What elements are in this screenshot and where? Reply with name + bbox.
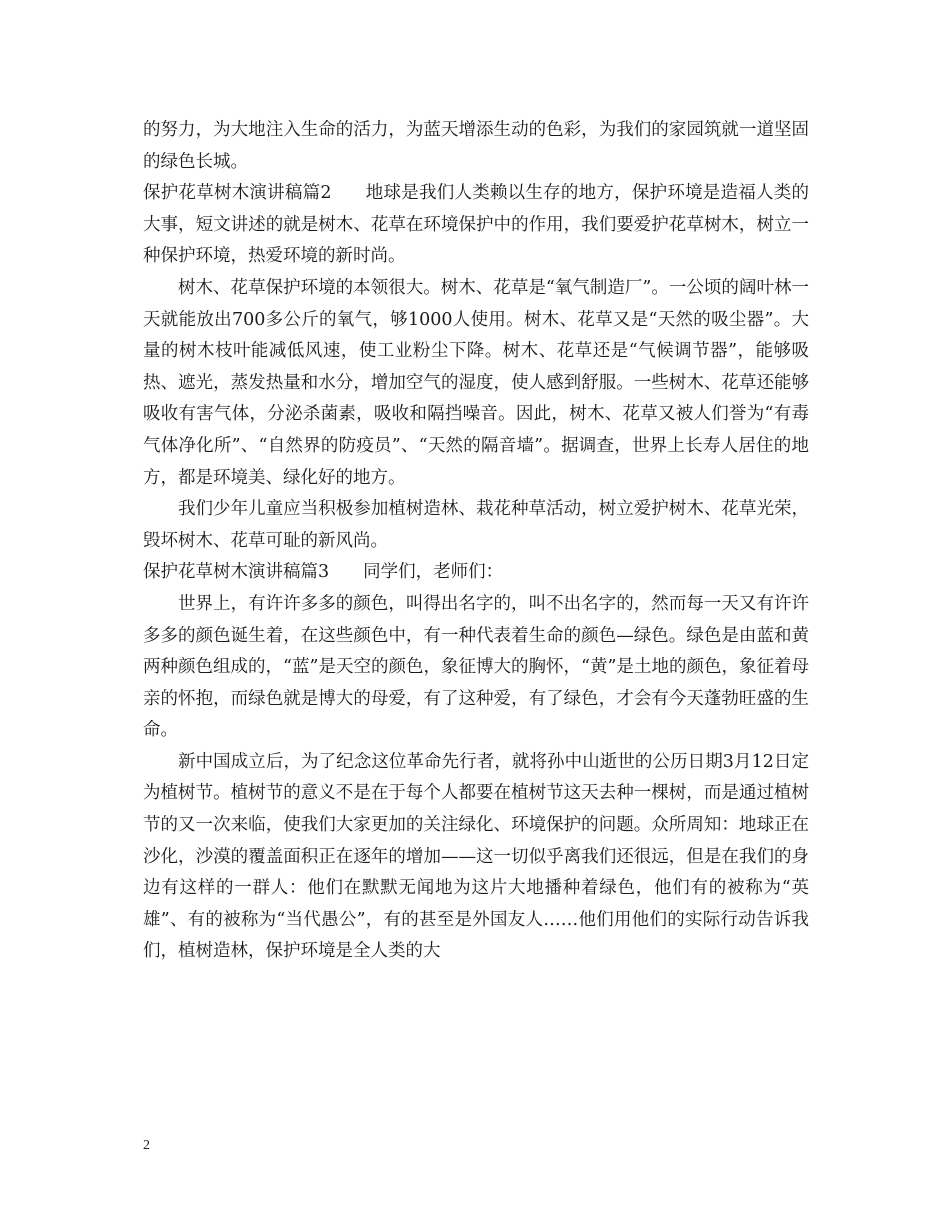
section-heading-2: 保护花草树木演讲稿篇2 — [143, 183, 332, 204]
paragraph-trees-benefits — [143, 273, 809, 494]
paragraph-green-color — [143, 589, 809, 747]
page-number: 2 — [143, 1138, 150, 1153]
document-body — [143, 115, 809, 968]
paragraph-text: 树木、花草保护环境的本领很大。树木、花草是“氧气制造厂”。一公顷的阔叶林一天就能放出700多公斤的氧气，够1000人使用。树木、花草又是“天然的吸尘器”。大量的树木枝叶能减低风速，使工业粉尘下降。树木、花草还是“气候调节器”，能够吸热、遮光，蒸发热量和水分，增加空气的湿度，使人感到舒服。一些树木、花草还能够吸收有害气体，分泌杀菌素，吸收和隔挡噪音。因此，树木、花草又被人们誉为“有毒气体净化所”、“自然界的防疫员”、“天然的隔音墙”。据调查，世界上长寿人居住的地方，都是环境美、绿化好的地方。 — [143, 277, 809, 488]
paragraph-continuation — [143, 115, 809, 178]
paragraph-children-call — [143, 494, 809, 557]
paragraph-text: 的努力，为大地注入生命的活力，为蓝天增添生动的色彩，为我们的家园筑就一道坚固的绿色长城。 — [143, 120, 809, 172]
paragraph-section-3 — [143, 557, 809, 589]
paragraph-text: 世界上，有许许多多的颜色，叫得出名字的，叫不出名字的，然而每一天又有许许多多的颜色诞生着，在这些颜色中，有一种代表着生命的颜色—绿色。绿色是由蓝和黄两种颜色组成的，“蓝”是天空的颜色，象征博大的胸怀，“黄”是土地的颜色，象征着母亲的怀抱，而绿色就是博大的母爱，有了这种爱，有了绿色，才会有今天蓬勃旺盛的生命。 — [143, 593, 809, 741]
paragraph-text: 新中国成立后，为了纪念这位革命先行者，就将孙中山逝世的公历日期3月12日定为植树节。植树节的意义不是在于每个人都要在植树节这天去种一棵树，而是通过植树节的又一次来临，使我们大家更加的关注绿化、环境保护的问题。众所周知：地球正在沙化，沙漠的覆盖面积正在逐年的增加——这一切似乎离我们还很远，但是在我们的身边有这样的一群人：他们在默默无闻地为这片大地播种着绿色，他们有的被称为“英雄”、有的被称为“当代愚公”，有的甚至是外国友人……他们用他们的实际行动告诉我们，植树造林，保护环境是全人类的大 — [143, 751, 809, 962]
paragraph-arbor-day — [143, 747, 809, 968]
section-heading-3: 保护花草树木演讲稿篇3 — [143, 562, 330, 583]
paragraph-text: 同学们，老师们： — [363, 562, 504, 583]
paragraph-text: 地球是我们人类赖以生存的地方，保护环境是造福人类的大事，短文讲述的就是树木、花草在环境保护中的作用，我们要爱护花草树木，树立一种保护环境，热爱环境的新时尚。 — [143, 183, 810, 267]
paragraph-section-2 — [143, 178, 809, 273]
paragraph-text: 我们少年儿童应当积极参加植树造林、栽花种草活动，树立爱护树木、花草光荣，毁坏树木、花草可耻的新风尚。 — [143, 499, 809, 551]
